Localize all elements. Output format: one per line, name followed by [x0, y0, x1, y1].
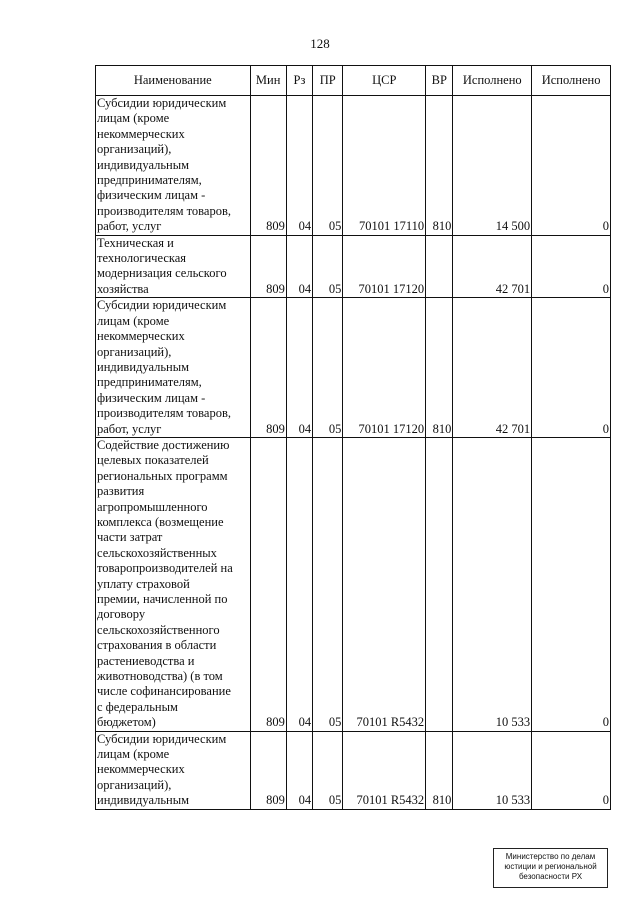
row-vr: 810: [426, 298, 453, 438]
header-vr: ВР: [426, 66, 453, 96]
header-name: Наименование: [96, 66, 251, 96]
row-min: 809: [250, 298, 286, 438]
row-executed: 10 533: [453, 437, 532, 731]
header-rz: Рз: [286, 66, 312, 96]
row-executed-2: 0: [532, 96, 611, 236]
row-vr: 810: [426, 96, 453, 236]
row-rz: 04: [286, 437, 312, 731]
row-pr: 05: [313, 96, 343, 236]
table-row: [96, 96, 611, 236]
header-csr: ЦСР: [343, 66, 426, 96]
header-executed-2: Исполнено: [532, 66, 611, 96]
row-name: Субсидии юридическим лицам (кроме некоммерческих организаций), индивидуальным: [96, 731, 251, 809]
row-min: 809: [250, 96, 286, 236]
budget-table: [95, 65, 611, 810]
row-rz: 04: [286, 731, 312, 809]
table-row: [96, 235, 611, 298]
row-rz: 04: [286, 96, 312, 236]
row-rz: 04: [286, 298, 312, 438]
table-row: [96, 298, 611, 438]
row-pr: 05: [313, 437, 343, 731]
row-pr: 05: [313, 731, 343, 809]
row-pr: 05: [313, 298, 343, 438]
row-name: Субсидии юридическим лицам (кроме некоммерческих организаций), индивидуальным предпринимателям, физическим лицам - производителям товаров, работ, услуг: [96, 96, 251, 236]
header-min: Мин: [250, 66, 286, 96]
row-name: Субсидии юридическим лицам (кроме некоммерческих организаций), индивидуальным предпринимателям, физическим лицам - производителям товаров, работ, услуг: [96, 298, 251, 438]
row-executed-2: 0: [532, 437, 611, 731]
row-csr: 70101 17110: [343, 96, 426, 236]
row-csr: 70101 R5432: [343, 731, 426, 809]
row-csr: 70101 17120: [343, 235, 426, 298]
table-row: [96, 731, 611, 809]
row-executed: 10 533: [453, 731, 532, 809]
row-executed: 14 500: [453, 96, 532, 236]
row-pr: 05: [313, 235, 343, 298]
table-header-row: [96, 66, 611, 96]
row-name: Содействие достижению целевых показателей региональных программ развития агропромышленного комплекса (возмещение части затрат сельскохозяйственных товаропроизводителей на уплату страховой премии, начисленной по договору сельскохозяйственного страхования в области растениеводства и животноводства) (в том числе софинансирование с федеральным бюджетом): [96, 437, 251, 731]
row-vr: [426, 437, 453, 731]
row-executed-2: 0: [532, 731, 611, 809]
row-rz: 04: [286, 235, 312, 298]
row-executed: 42 701: [453, 235, 532, 298]
row-vr: 810: [426, 731, 453, 809]
ministry-stamp: Министерство по делам юстиции и региональной безопасности РХ: [493, 848, 608, 888]
header-pr: ПР: [313, 66, 343, 96]
table-row: [96, 437, 611, 731]
row-min: 809: [250, 235, 286, 298]
page-number: 128: [310, 36, 330, 51]
row-csr: 70101 R5432: [343, 437, 426, 731]
row-executed-2: 0: [532, 235, 611, 298]
row-executed-2: 0: [532, 298, 611, 438]
row-name: Техническая и технологическая модернизация сельского хозяйства: [96, 235, 251, 298]
row-executed: 42 701: [453, 298, 532, 438]
row-csr: 70101 17120: [343, 298, 426, 438]
row-vr: [426, 235, 453, 298]
row-min: 809: [250, 437, 286, 731]
header-executed: Исполнено: [453, 66, 532, 96]
row-min: 809: [250, 731, 286, 809]
